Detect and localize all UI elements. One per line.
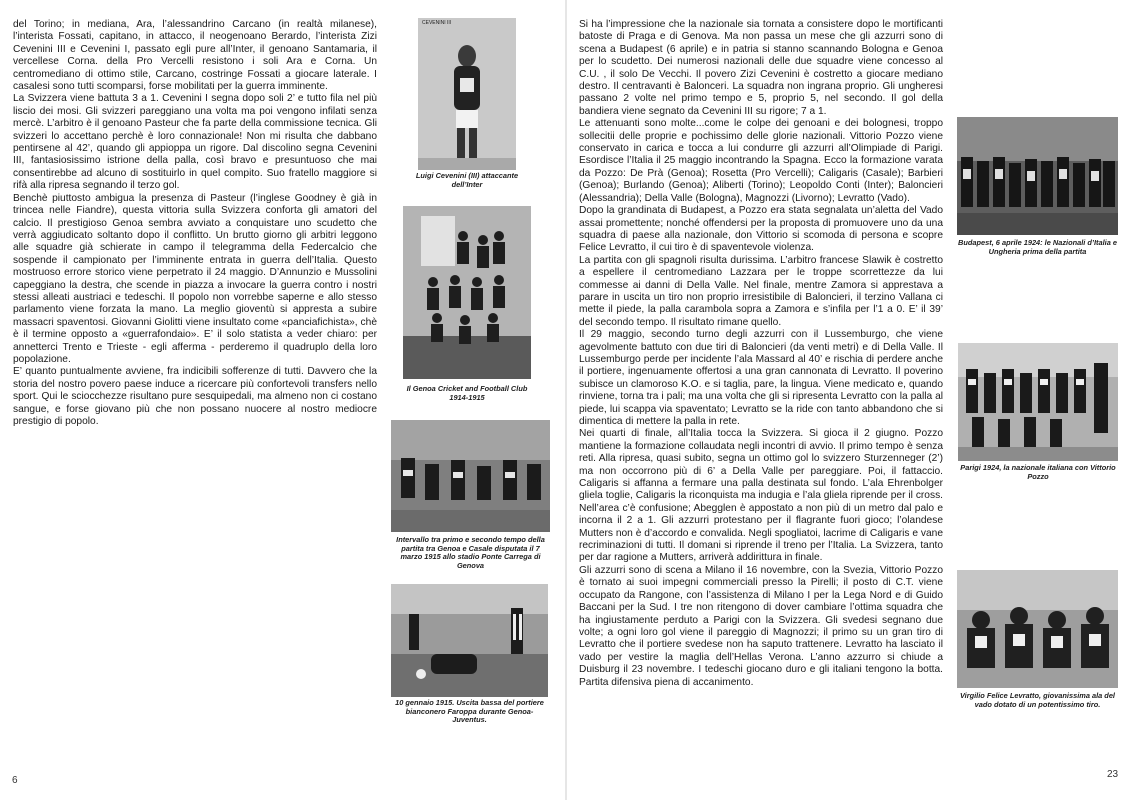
caption-parigi: Parigi 1924, la nazionale italiana con Vittorio Pozzo <box>960 463 1116 481</box>
right-page-text <box>579 19 943 689</box>
paragraph: La Svizzera viene battuta 3 a 1. Cevenini I segna dopo soli 2’ e tutto fila nel più liscio dei mosi. Gli svizzeri pareggiano una volta ma poi vengono infilati senza mercè. L’arbitro è il genoano Pasteur che fa parte della commissione tecnica. Gli svizzeri lo accettano perchè è loro connazionale! Non mi risulta che dabbano pentirsene al 42’, quando gli appioppa un rigore. Dal discolino segna Cevenini III, fantasiosissimo istrione della palla, così bravo e presuntuoso che mai consentirebbe ad alcuno di sostituirlo in quel compito. Suo fratello maggiore si rifà alla ripresa segnando il terzo gol. <box>13 93 377 192</box>
paragraph: del Torino; in mediana, Ara, l’alessandrino Carcano (in realtà milanese), l’interista Fossati, capitano, in attacco, il neogenoano Berardo, l’interista Zizi Cevenini III e Cevenini I, passato egli pure all’Inter, il genoano Santamaria, il vercellese Corna. della Pro Vercelli resistono i soli Ara e Corna. Un centromediano di ottimo stile, Carcano, costringe Fossati a giocare laterale. I casalesi sono tutti scomparsi, forse mobilitati per la guerra imminente. <box>13 19 377 93</box>
photo-parigi <box>958 343 1118 461</box>
photo-faroppa <box>391 584 548 697</box>
paragraph: Si ha l’impressione che la nazionale sia tornata a consistere dopo le mortificanti batoste di Praga e di Genova. Ma non passa un mese che gli azzurri sono di scena a Budapest (6 aprile) e in patria si stanno scannando Bologna e Genoa per lo scudetto. Dei numerosi nazionali delle due squadre viene concesso al C.U. , il solo De Vecchi. Il povero Zizi Cevenini è costretto a giocare mediano destro. Il centravanti è Balonceri. La squadra non ingrana proprio. Gli ungheresi passano 2 volte nel primo tempo e 5, proprio 5, nel secondo. Il gol della bandiera viene segnato da Cevenini III su rigore; 7 a 1. <box>579 19 943 117</box>
caption-levratto: Virgilio Felice Levratto, giovanissima ala del vado dotato di un potentissimo tiro. <box>960 691 1115 709</box>
photo-cevenini <box>418 18 516 170</box>
photo-levratto <box>957 570 1118 688</box>
photo-intervallo <box>391 420 550 532</box>
photo-header-label: CEVENINI III <box>422 20 452 26</box>
paragraph: Nei quarti di finale, all’Italia tocca la Svizzera. Si gioca il 2 giugno. Pozzo mantiene la formazione collaudata negli incontri di avvio. Il primo tempo è senza reti. Alla ripresa, quasi subito, segna un ottimo gol lo svizzero Sturzenneger (2’) ma non occorrono più di 6’ a Della Valle per pareggiare. Poi, il fattaccio. Caligaris si affanna a fermare una palla destinata sul fondo. L’ala Ehrenbolger gliela toglie, Caligaris la riconquista ma indugia e l’ala gliela riprende per il cross. Nell’area c’è confusione; Abegglen è appostato a non più di un metro dal palo e incorna il 2 a 1. Gli azzurri protestano per il flagrante fuori gioco; l’olandese Mutters non è d’accordo e convalida. Negli spogliatoi, lacrime di Caligaris e vane recriminazioni di tutti. Il domani si riprende il treno per l’Italia. La Svizzera, tanto per dar ragione a Mutters, arriverà addirittura in finale. <box>579 428 943 564</box>
caption-cevenini: Luigi Cevenini (III) attaccante dell’Inter <box>415 171 519 189</box>
caption-genoa-team: Il Genoa Cricket and Football Club 1914-1915 <box>406 384 528 402</box>
caption-budapest: Budapest, 6 aprile 1924: le Nazionali d’Italia e Ungheria prima della partita <box>958 238 1117 256</box>
photo-genoa-team <box>403 206 531 379</box>
caption-intervallo: Intervallo tra primo e secondo tempo della partita tra Genoa e Casale disputata il 7 marzo 1915 allo stadio Ponte Carrega di Genova <box>396 535 545 570</box>
photo-budapest <box>957 117 1118 235</box>
paragraph: Il 29 maggio, secondo turno degli azzurri con il Lussemburgo, che viene agevolmente battuto con due tiri di Baloncieri (da venti metri) e di Della Valle. Il Lussemburgo perde per incidente l’ala Massard al 40’ e rischia di perdere anche il portiere, ingenuamente offertosi a una gran cannonata di Levratto. Il poverino subisce un clamoroso K.O. e si taglia, pare, la lingua. Viene medicato e, quando rinviene, torna tra i pali; ma una volta che gli si ripresenta Levratto con la palla al piede, lui scappa via spaventato; Levratto se la ride con tanto abbandono che si dimentica di mettere la palla in rete. <box>579 329 943 427</box>
page-number-right: 23 <box>1107 769 1119 780</box>
page-number-left: 6 <box>12 775 18 786</box>
page-gutter <box>565 0 567 800</box>
paragraph: Gli azzurri sono di scena a Milano il 16 novembre, con la Svezia, Vittorio Pozzo è tornato ai suoi impegni commerciali presso la Pirelli; il posto di C.T. viene occupato da Rangone, con l’assistenza di Milano I per la Lega Nord e di Guido Baccani per la Sud. I tre non ritengono di dover cambiare l’ottima squadra che ha ingiustamente perduto a Parigi con la Svizzera. Gli svedesi segnano due volte; a ogni loro gol viene il pareggio di Magnozzi; il primo su un gran tiro di Levratto che il portiere svedese non ha saputo trattenere. Levratto ha lasciato il vado per vestire la maglia dell’Hellas Verona. L’anno azzurro si chiude a Duisburg il 23 novembre. I tedeschi giocano duro e gli italiani tengono la botta. Partita difensiva piena di accanimento. <box>579 564 943 688</box>
paragraph: E’ quanto puntualmente avviene, fra indicibili sofferenze di tutti. Davvero che la storia del nostro povero paese induce a ricercare più confortevoli transfers nello sport. Qui le sciocchezze risultano pure sesquipedali, ma almeno non ci costano sangue, e forse giovano più che non possano nuocere al nostro mediocre prestigio di popolo. <box>13 366 377 427</box>
paragraph: Dopo la grandinata di Budapest, a Pozzo era stata segnalata un’aletta del Vado assai promettente; nonché offendersi per la proposta di promuovere uno da una squadra di paese alla nazionale, don Vittorio si scomoda di persona e scopre Felice Levratto, il cui tiro è di spaventevole violenza. <box>579 205 943 254</box>
caption-faroppa: 10 gennaio 1915. Uscita bassa del portiere bianconero Faroppa durante Genoa-Juventus. <box>395 698 544 725</box>
paragraph: Le attenuanti sono molte...come le colpe dei genoani e dei bolognesi, troppo sollecitii delle proprie e pochissimo delle glorie nazionali. Vittorio Pozzo viene conservato in carica e tocca a lui condurre gli azzurri all’Olimpiade di Parigi. Esordisce l’Italia il 25 maggio incontrando la Spagna. Ecco la formazione varata da Pozzo: De Prà (Genoa); Rosetta (Pro Vercelli); Caligaris (Casale); Barbieri (Genoa); Burlando (Genoa); Aliberti (Torino); Leopoldo Conti (Inter); Baloncieri (Alessandria); Della Valle (Bologna), Magnozzi (Livorno); Levratto (Vado). <box>579 118 943 204</box>
left-page-text <box>13 19 377 428</box>
paragraph: Benchè piuttosto ambigua la presenza di Pasteur (l’inglese Goodney è già in trincea nelle Fiandre), questa vittoria sulla Svizzera conforta gli amatori del calcio. Il prestigioso Genoa sembra avviato a conquistare uno scudetto che verrà aggiudicato soltanto dopo il conflitto. Un brutto giorno gli arbitri leggono alle squadre già schierate in campo il telegramma della Federcalcio che sospende il campionato per l’imminente entrata in guerra dell’Italia. Questo mostruoso errore storico viene perpetrato il 24 maggio. D’Annunzio e Mussolini capeggiano la destra, che scende in piazza a invocare la guerra contro i nostri stessi alleati austriaci e tedeschi. Il popolo non vorrebbe saperne e allo stesso parlamento viene forzata la mano. La meglio gioventù si appresta a subire massacri spaventosi. Giovanni Giolitti viene insultato come «panciafichista», chè è il termine opposto a «guerrafondaio». E’ il solo statista a veder chiaro: per annetterci Trento e Trieste - egli afferma - perderemo il quadruplo della loro popolazione. <box>13 192 377 365</box>
paragraph: La partita con gli spagnoli risulta durissima. L’arbitro francese Slawik è costretto a espellere il centromediano Lazzara per le troppe scorrettezze da lui commesse ai danni di Della Valle. Nel finale, mentre Zamora si apprestava a parare in uscita un tiro non proprio irresistibile di Baloncieri, il terzino Vallana ci mette il piede, la palla carambola sopra a Zamora e s’infila per l’1 a 0. E’ il 39’ del secondo tempo. Il risultato rimane quello. <box>579 254 943 328</box>
